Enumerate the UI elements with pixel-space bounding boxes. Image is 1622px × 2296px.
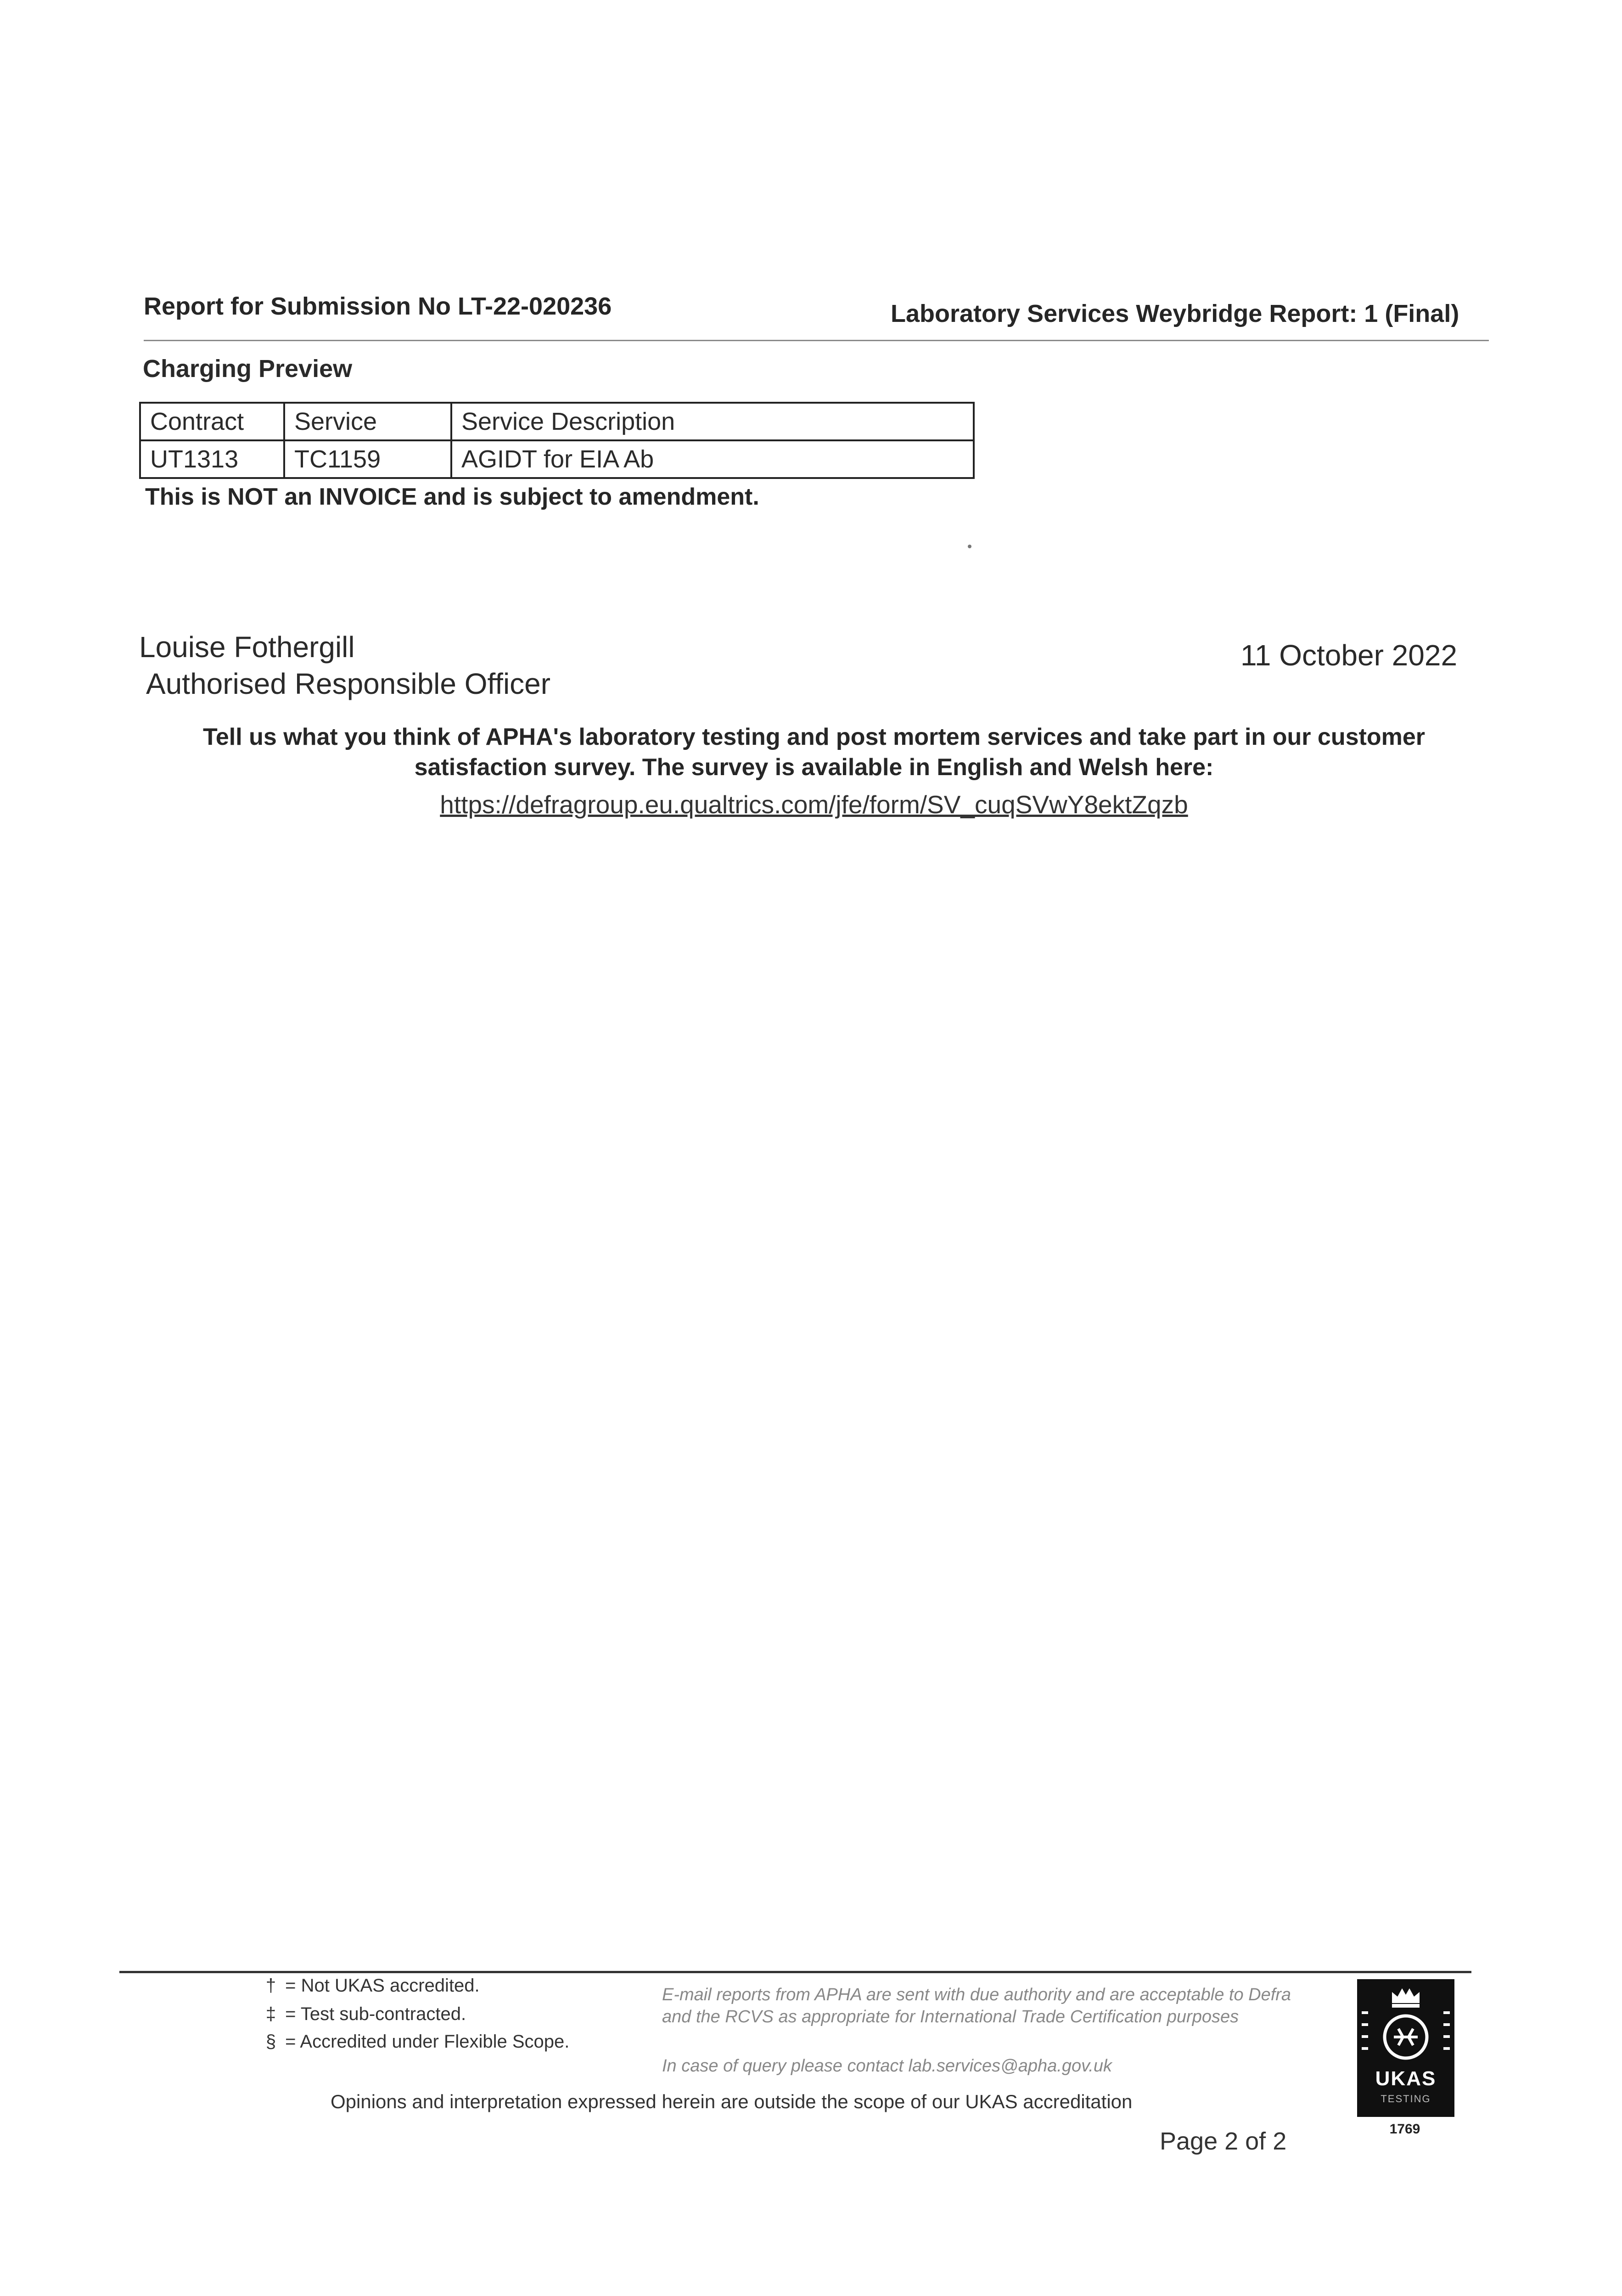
accreditation-disclaimer: Opinions and interpretation expressed herein are outside the scope of our UKAS accreditation xyxy=(331,2091,1133,2112)
cell-service: TC1159 xyxy=(284,440,451,478)
legend-item-sub-contracted xyxy=(262,2004,466,2025)
ukas-logo xyxy=(1357,1979,1454,2117)
legend-item-not-accredited xyxy=(262,1975,480,1996)
ukas-testing-label: TESTING xyxy=(1381,2093,1431,2105)
survey-line-1: Tell us what you think of APHA's laboratory testing and post mortem services and take part in our customer xyxy=(202,724,1425,750)
officer-title: Authorised Responsible Officer xyxy=(146,667,551,700)
survey-line-2: satisfaction survey. The survey is available in English and Welsh here: xyxy=(414,754,1214,781)
cell-service-description: AGIDT for EIA Ab xyxy=(451,440,974,478)
officer-name: Louise Fothergill xyxy=(139,630,355,664)
ukas-accreditation-number: 1769 xyxy=(1389,2122,1420,2137)
survey-invitation xyxy=(144,722,1484,782)
legend-text: = Not UKAS accredited. xyxy=(285,1975,480,1996)
table-header-row xyxy=(140,403,974,440)
legend-text: = Test sub-contracted. xyxy=(285,2004,466,2024)
charging-preview-title: Charging Preview xyxy=(143,355,353,383)
section-symbol: § xyxy=(265,2032,276,2052)
submission-heading: Report for Submission No LT-22-020236 xyxy=(144,293,612,320)
ukas-wordmark: UKAS xyxy=(1375,2067,1437,2090)
crown-icon xyxy=(1357,1979,1454,2066)
email-authority-note: E-mail reports from APHA are sent with due authority and are acceptable to Defra and the RCVS as appropriate for International Trade Certification purposes xyxy=(662,1985,1291,2026)
report-date: 11 October 2022 xyxy=(1240,639,1458,672)
survey-link[interactable]: https://defragroup.eu.qualtrics.com/jfe/form/SV_cuqSVwY8ektZqzb xyxy=(440,790,1188,819)
double-dagger-symbol: ‡ xyxy=(265,2004,276,2024)
legend-item-flexible-scope xyxy=(262,2032,569,2052)
column-header-service-description: Service Description xyxy=(451,403,974,440)
query-contact-note: In case of query please contact lab.services@apha.gov.uk xyxy=(662,2056,1112,2076)
dagger-symbol: † xyxy=(265,1975,276,1996)
column-header-service: Service xyxy=(284,403,451,440)
page-number: Page 2 of 2 xyxy=(1160,2127,1287,2155)
header-divider xyxy=(144,340,1489,341)
report-heading: Laboratory Services Weybridge Report: 1 (Final) xyxy=(891,300,1459,327)
legend-text: = Accredited under Flexible Scope. xyxy=(285,2032,570,2052)
charging-table xyxy=(139,402,975,479)
speck xyxy=(968,545,971,548)
column-header-contract: Contract xyxy=(140,403,284,440)
footer-divider xyxy=(119,1971,1471,1973)
table-row xyxy=(140,440,974,478)
invoice-notice: This is NOT an INVOICE and is subject to amendment. xyxy=(145,484,759,510)
cell-contract: UT1313 xyxy=(140,440,284,478)
